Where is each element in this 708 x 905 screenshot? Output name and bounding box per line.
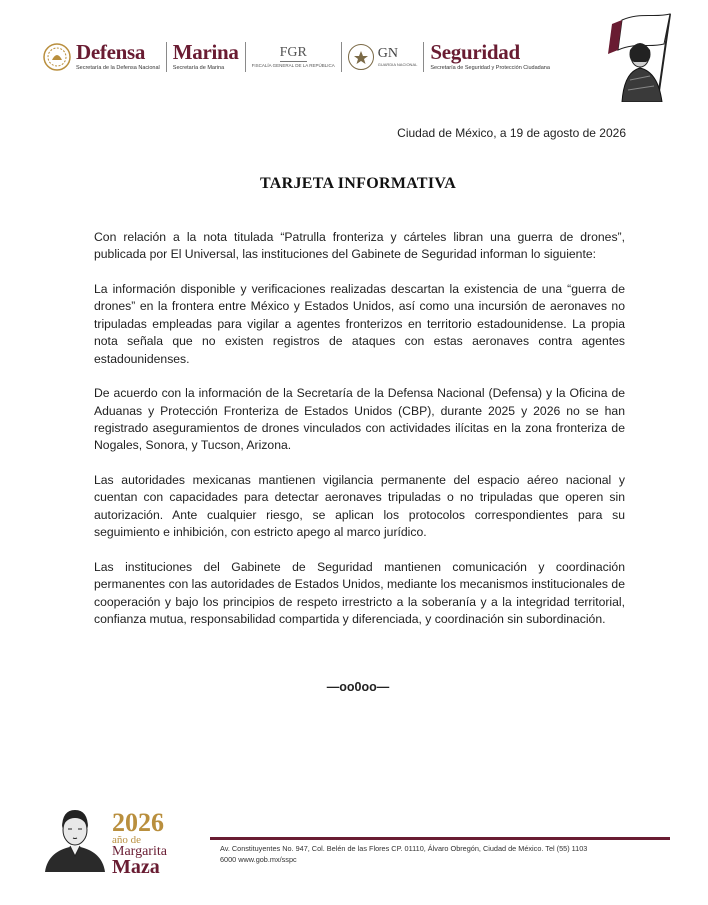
logo-divider [341,42,342,72]
logo-gn-name: GN [377,46,398,61]
closing-mark: —oo0oo— [326,680,390,694]
logo-fgr [252,46,335,69]
honoree-last-name: Maza [112,856,160,878]
footer-address [220,844,660,865]
commemorative-year [112,810,167,877]
national-emblem-icon [42,40,72,74]
logo-gn [348,44,418,70]
institution-logos [42,40,550,74]
address-line: 6000 www.gob.mx/sspc [220,854,297,864]
footer [0,790,708,905]
document-body [94,229,625,646]
logo-gn-subtitle: GUARDIA NACIONAL [377,62,418,67]
logo-marina-subtitle: Secretaría de Marina [172,65,225,72]
logo-divider [245,42,246,72]
logo-marina-name: Marina [172,40,239,65]
flag-bearer-illustration-icon [600,10,680,102]
footer-rule [210,837,670,840]
logo-defensa [76,42,160,72]
logo-fgr-name: FGR [279,44,307,60]
logo-defensa-name: Defensa [76,40,146,65]
gn-seal-icon [348,44,374,70]
letterhead [0,0,708,110]
logo-marina [173,42,239,72]
year-number: 2026 [112,808,164,837]
document-date: Ciudad de México, a 19 de agosto de 2026 [397,126,626,140]
year-caption: año de [112,834,142,846]
document-title: TARJETA INFORMATIVA [259,175,457,192]
paragraph: Con relación a la nota titulada “Patrulla fronteriza y cárteles libran una guerra de drones”, publicada por El Universal, las instituciones del Gabinete de Seguridad informan lo siguiente: [94,230,625,262]
logo-defensa-subtitle: Secretaría de la Defensa Nacional [76,65,160,72]
paragraph: Las instituciones del Gabinete de Seguridad mantienen comunicación y coordinación permanentes con las autoridades de Estados Unidos, mediante los mecanismos institucionales de cooperación y bajo los principios de respeto irrestricto a la soberanía y a la integridad territorial, confianza mutua, responsabilidad compartida y diferenciada, y coordinación sin subordinación. [94,559,625,627]
paragraph: De acuerdo con la información de la Secretaría de la Defensa Nacional (Defensa) y la Oficina de Aduanas y Protección Fronteriza de Estados Unidos (CBP), durante 2025 y 2026 no se han registrado aseguramientos de drones vinculados con actividades ilícitas en la zona fronteriza de Nogales, Sonora, y Tucson, Arizona. [94,386,625,453]
logo-fgr-subtitle: FISCALÍA GENERAL DE LA REPÚBLICA [251,62,335,68]
logo-seguridad [430,42,550,72]
logo-divider [166,42,167,72]
logo-divider [423,42,424,72]
margarita-maza-portrait-icon [40,802,110,872]
honoree-first-name: Margarita [112,844,167,859]
paragraph: La información disponible y verificaciones realizadas descartan la existencia de una “guerra de drones” en la frontera entre México y Estados Unidos, así como una incursión de aeronaves no tripuladas empleadas para vigilar a agentes fronterizos en territorio estadounidense. La propia nota señala que no existen registros de ataques con estas aeronaves contra agentes estadounidenses. [94,282,625,366]
logo-seguridad-subtitle: Secretaría de Seguridad y Protección Ciudadana [430,65,550,72]
logo-seguridad-name: Seguridad [430,40,520,65]
address-line: Av. Constituyentes No. 947, Col. Belén de las Flores CP. 01110, Álvaro Obregón, Ciudad de México. Tel (55) 1103 [220,844,588,853]
paragraph: Las autoridades mexicanas mantienen vigilancia permanente del espacio aéreo nacional y cuentan con capacidades para detectar aeronaves tripuladas o no tripuladas que operen sin autorización. Ante cualquier riesgo, se aplican los protocolos correspondientes para su seguimiento e inhibición, con estricto apego al marco jurídico. [94,473,625,540]
